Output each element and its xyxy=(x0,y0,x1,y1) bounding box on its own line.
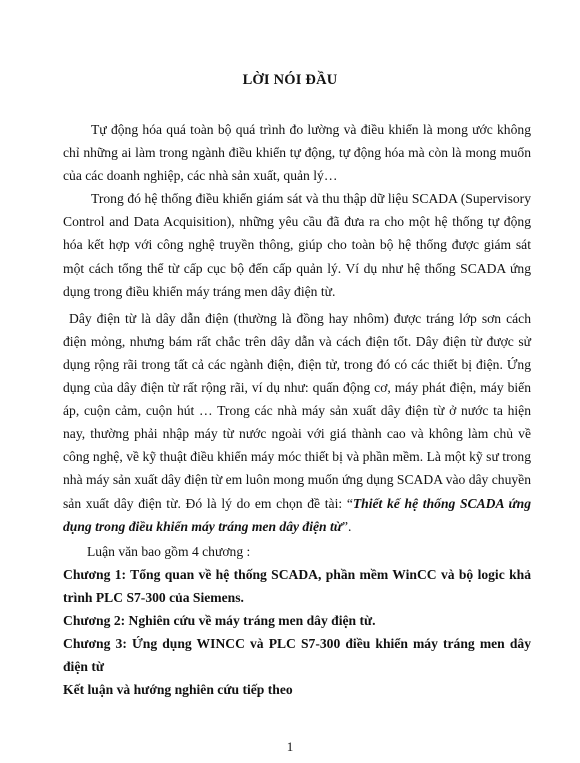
chapter-item-2: Chương 2: Nghiên cứu về máy tráng men dây điện từ. xyxy=(63,612,376,628)
paragraph-3-closing: ”. xyxy=(341,518,352,534)
intro-paragraph-1: Tự động hóa quá toàn bộ quá trình đo lường và điều khiển là mong ước không chỉ những ai làm trong ngành điều khiển tự động, tự động hóa mà còn là mong muốn của các doanh nghiệp, các nhà sản xuất, quản lý… xyxy=(63,122,531,184)
chapter-item-1: Chương 1: Tổng quan về hệ thống SCADA, phần mềm WinCC và bộ logic khả trình PLC S7-300 của Siemens. xyxy=(63,566,531,605)
intro-paragraph-2: Trong đó hệ thống điều khiển giám sát và thu thập dữ liệu SCADA (Supervisory Control and Data Acquisition), những yêu cầu đã đưa ra cho một hệ thống tự động hóa kết hợp với công nghệ truyền thông, giúp cho toàn bộ hệ thống được giám sát một cách tổng thể từ cấp cục bộ đến cấp quản lý. Ví dụ như hệ thống SCADA ứng dụng trong điều khiển máy tráng men dây điện từ. xyxy=(63,191,531,299)
intro-paragraph-3 xyxy=(63,307,531,538)
document-body xyxy=(63,118,531,701)
thesis-topic: Thiết kế hệ thống SCADA ứng dụng trong điều khiển máy tráng men dây điện từ xyxy=(63,495,531,534)
paragraph-3-text: Dây điện từ là dây dẫn điện (thường là đồng hay nhôm) được tráng lớp sơn cách điện mỏng, nhưng bám rất chắc trên dây dẫn và cách điện tốt. Dây điện từ được sử dụng rộng rãi trong tất cả các ngành điện, điện tử, trong đó có các thiết bị điện. Ứng dụng của dây điện từ rất rộng rãi, ví dụ như: quấn động cơ, máy phát điện, máy biến áp, cuộn cảm, cuộn hút … Trong các nhà máy sản xuất dây điện từ ở nước ta hiện nay, thường phải nhập máy từ nước ngoài với giá thành cao và không làm chủ về công nghệ, về kỹ thuật điều khiển máy móc thiết bị và phần mềm. Là một kỹ sư trong nhà máy sản xuất dây điện từ em luôn mong muốn ứng dụng SCADA vào dây chuyền sản xuất dây điện từ. Đó là lý do em chọn đề tài: “ xyxy=(63,310,531,511)
page-title: LỜI NÓI ĐẦU xyxy=(242,72,338,88)
page-number: 1 xyxy=(286,739,294,754)
chapter-item-conclusion: Kết luận và hướng nghiên cứu tiếp theo xyxy=(63,682,293,698)
chapters-intro: Luận văn bao gồm 4 chương : xyxy=(87,543,251,559)
chapter-item-3: Chương 3: Ứng dụng WINCC và PLC S7-300 điều khiển máy tráng men dây điện từ xyxy=(63,636,531,675)
